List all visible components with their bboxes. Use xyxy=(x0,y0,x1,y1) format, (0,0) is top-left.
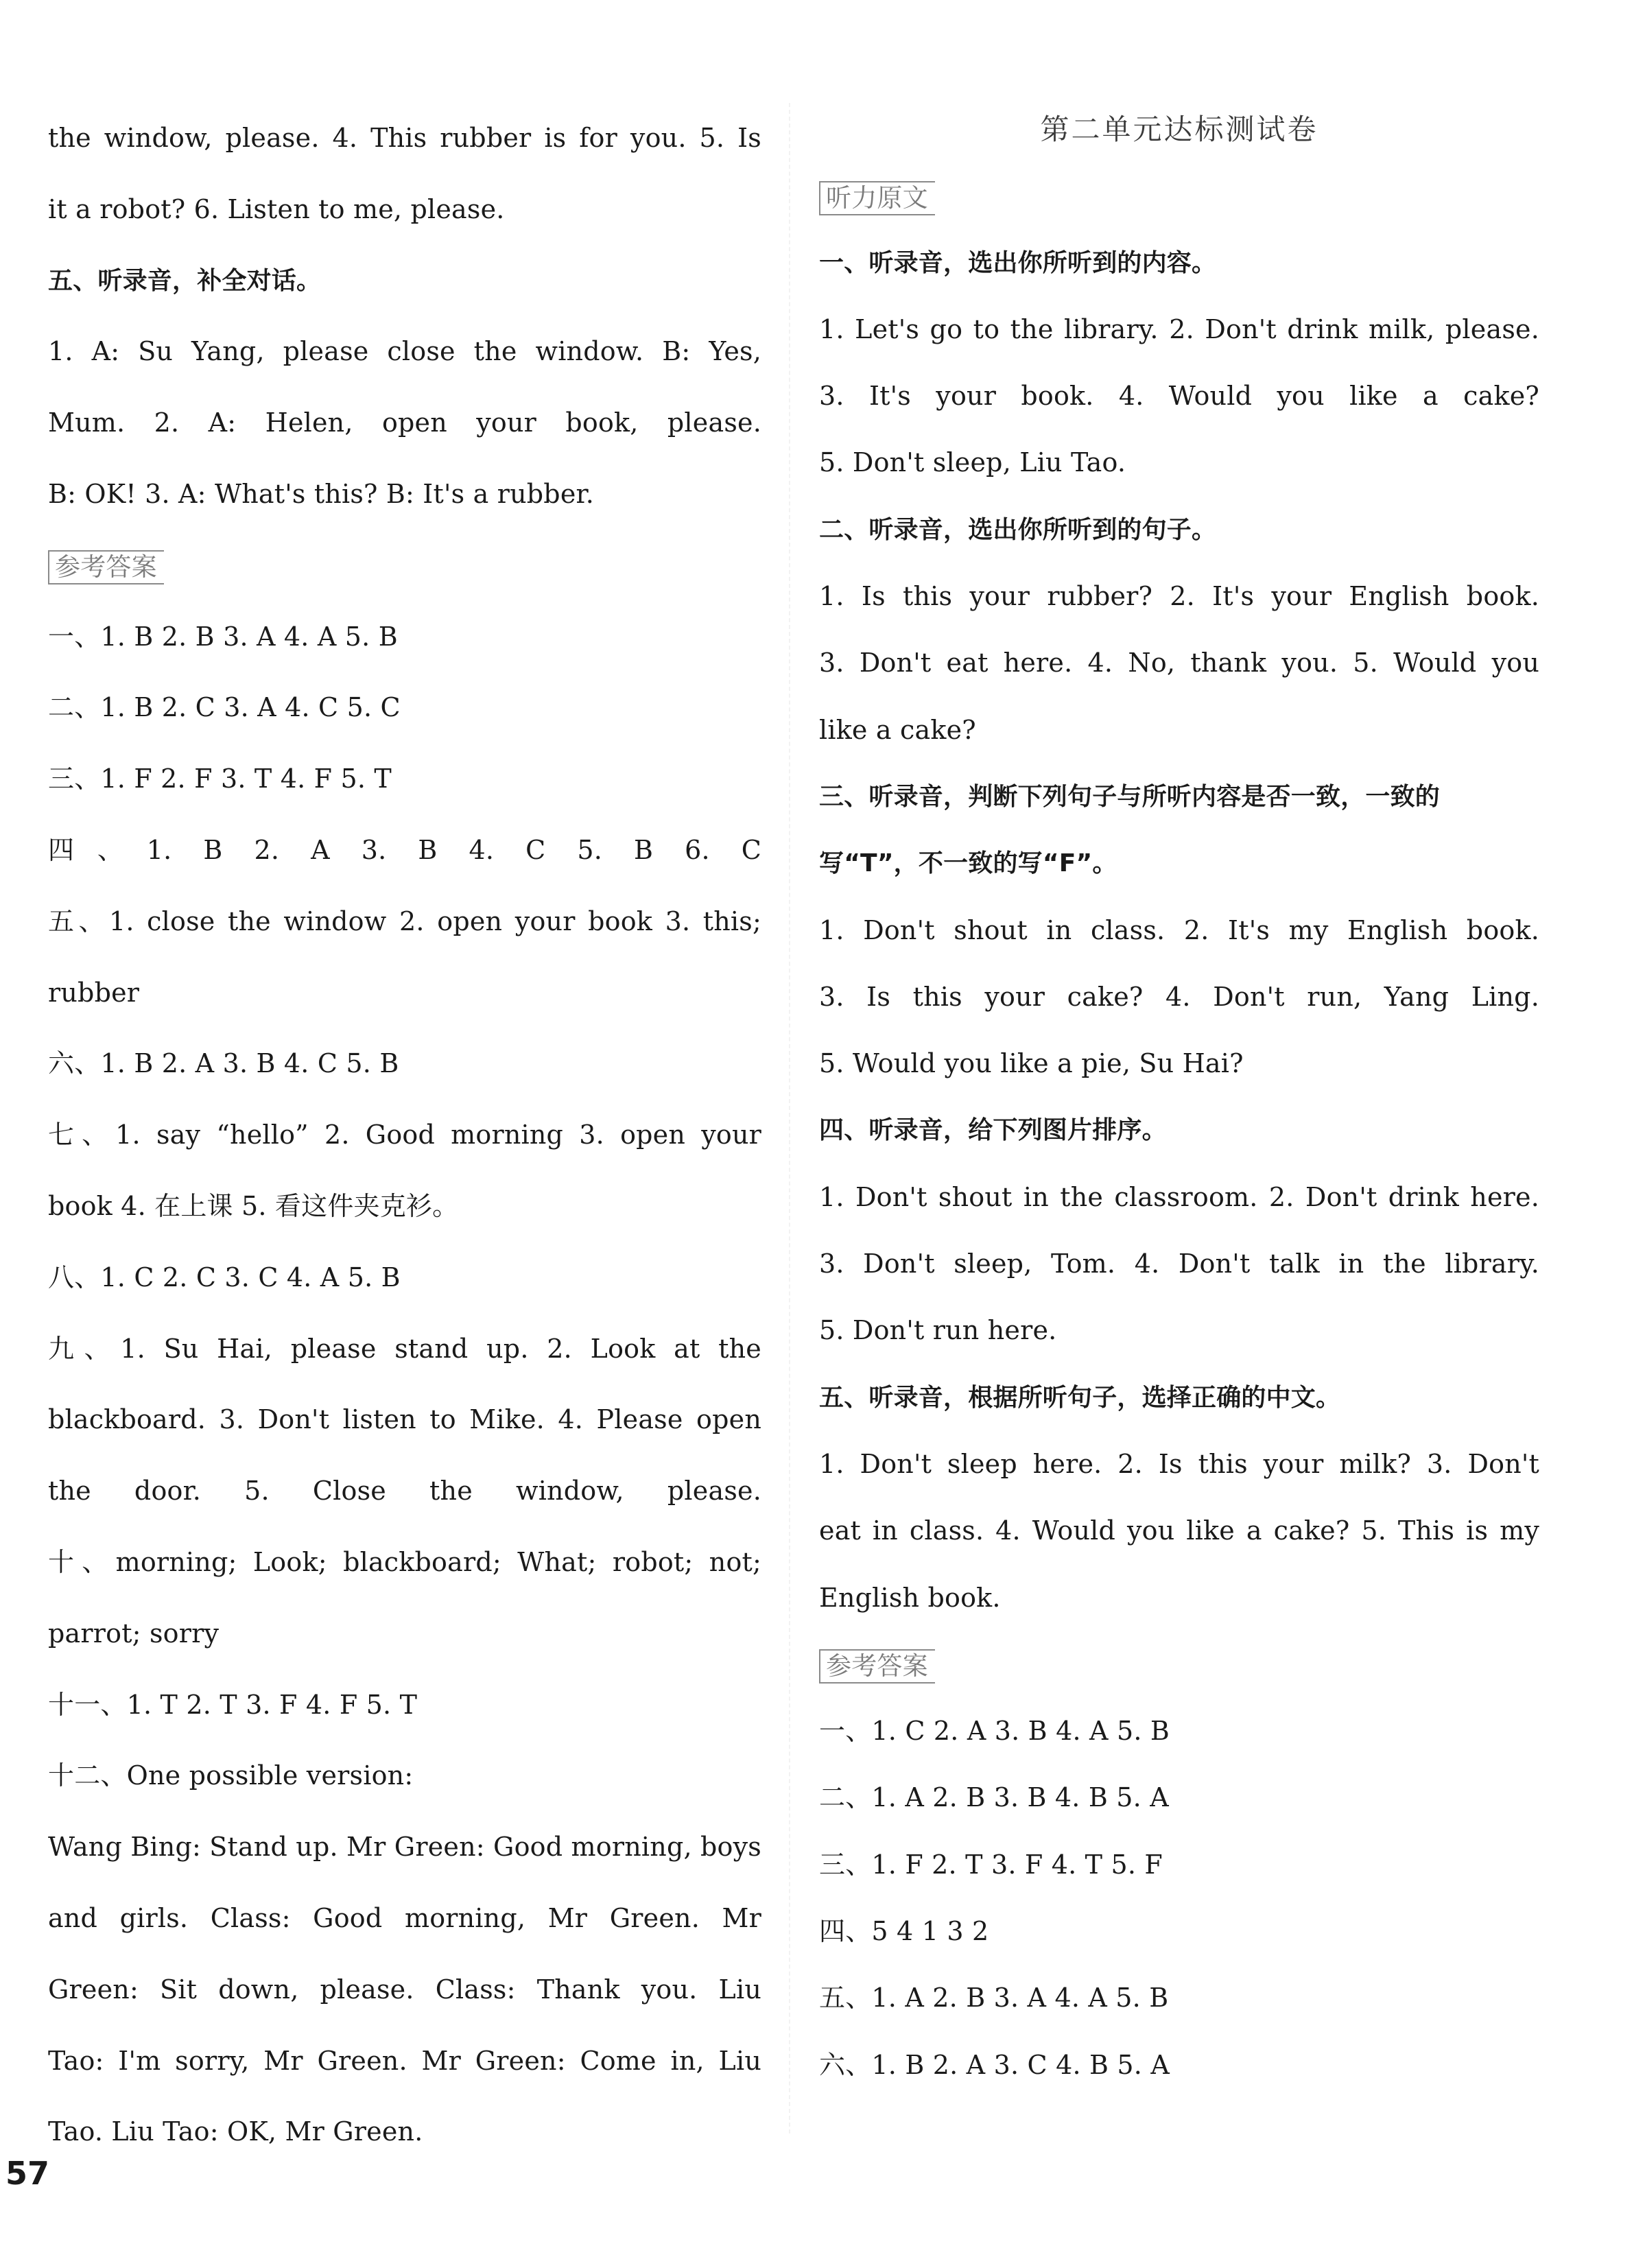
text-line: 三、1. F 2. F 3. T 4. F 5. T xyxy=(48,764,392,794)
section-heading: 三、听录音，判断下列句子与所听内容是否一致，一致的 xyxy=(819,782,1441,811)
text-line: 四、5 4 1 3 2 xyxy=(819,1916,989,1947)
answer-section-tag xyxy=(819,1631,1539,1698)
answer-section-tag xyxy=(48,530,761,602)
text-line: 八、1. C 2. C 3. C 4. A 5. B xyxy=(48,1262,401,1292)
text-line: 3. It's your book. 4. Would you like a cake? xyxy=(819,381,1539,412)
text-line: 二、1. B 2. C 3. A 4. C 5. C xyxy=(48,692,401,723)
text-line: like a cake? xyxy=(819,714,976,745)
text-line: 三、1. F 2. T 3. F 4. T 5. F xyxy=(819,1849,1163,1880)
text-line: 5. Don't sleep, Liu Tao. xyxy=(819,447,1126,478)
answer-section-tag xyxy=(819,163,1539,229)
text-line: 1. A: Su Yang, please close the window. B: Yes, xyxy=(48,336,761,367)
section-heading: 五、听录音，根据所听句子，选择正确的中文。 xyxy=(819,1383,1341,1412)
text-line: 十、morning; Look; blackboard; What; robot; not; xyxy=(48,1546,761,1577)
text-line: 五、1. close the window 2. open your book 3. this; xyxy=(48,906,761,936)
text-line: 3. Don't eat here. 4. No, thank you. 5. Would you xyxy=(819,648,1539,678)
tag-label: 参考答案 xyxy=(48,550,164,584)
text-line: book 4. 在上课 5. 看这件夹克衫。 xyxy=(48,1190,459,1221)
text-line: blackboard. 3. Don't listen to Mike. 4. Please open xyxy=(48,1404,761,1435)
text-line: it a robot? 6. Listen to me, please. xyxy=(48,193,505,224)
text-line: 3. Don't sleep, Tom. 4. Don't talk in the library. xyxy=(819,1249,1539,1279)
section-heading: 写“T”，不一致的写“F”。 xyxy=(819,849,1117,878)
text-line: parrot; sorry xyxy=(48,1618,220,1649)
text-line: 七、1. say “hello” 2. Good morning 3. open your xyxy=(48,1120,761,1150)
text-line: 六、1. B 2. A 3. B 4. C 5. B xyxy=(48,1048,399,1079)
text-line: 5. Don't run here. xyxy=(819,1315,1057,1346)
text-line: rubber xyxy=(48,977,140,1008)
text-line: B: OK! 3. A: What's this? B: It's a rubber. xyxy=(48,478,594,509)
text-line: 九、1. Su Hai, please stand up. 2. Look at the xyxy=(48,1333,761,1364)
text-line: 五、1. A 2. B 3. A 4. A 5. B xyxy=(819,1983,1169,2013)
text-line: Tao: I'm sorry, Mr Green. Mr Green: Come in, Liu xyxy=(48,2045,761,2076)
text-line: Mum. 2. A: Helen, open your book, please. xyxy=(48,407,761,438)
text-line: 十一、1. T 2. T 3. F 4. F 5. T xyxy=(48,1689,418,1720)
section-heading: 二、听录音，选出你所听到的句子。 xyxy=(819,515,1217,544)
text-line: 1. Let's go to the library. 2. Don't drink milk, please. xyxy=(819,314,1539,344)
unit-test-title: 第二单元达标测试卷 xyxy=(1040,113,1318,146)
text-line: Wang Bing: Stand up. Mr Green: Good morning, boys xyxy=(48,1832,761,1863)
text-line: the door. 5. Close the window, please. xyxy=(48,1476,761,1507)
section-heading: 一、听录音，选出你所听到的内容。 xyxy=(819,248,1217,277)
text-line: 十二、One possible version: xyxy=(48,1760,414,1791)
text-line: Green: Sit down, please. Class: Thank you. Liu xyxy=(48,1974,761,2005)
text-line: 1. Is this your rubber? 2. It's your English book. xyxy=(819,581,1539,612)
tag-label: 听力原文 xyxy=(819,181,935,215)
right-column xyxy=(819,96,1539,2099)
text-line: 六、1. B 2. A 3. C 4. B 5. A xyxy=(819,2049,1170,2080)
text-line: 四、1. B 2. A 3. B 4. C 5. B 6. C xyxy=(48,834,761,865)
page-number: 57 xyxy=(5,2155,50,2192)
section-heading: 五、听录音，补全对话。 xyxy=(48,266,322,295)
text-line: 1. Don't shout in the classroom. 2. Don't drink here. xyxy=(819,1181,1539,1212)
text-line: Tao. Liu Tao: OK, Mr Green. xyxy=(48,2116,423,2147)
text-line: English book. xyxy=(819,1582,1001,1613)
text-line: 5. Would you like a pie, Su Hai? xyxy=(819,1048,1244,1079)
text-line: 二、1. A 2. B 3. B 4. B 5. A xyxy=(819,1782,1169,1813)
text-line: 一、1. C 2. A 3. B 4. A 5. B xyxy=(819,1716,1170,1747)
text-line: 3. Is this your cake? 4. Don't run, Yang Ling. xyxy=(819,981,1539,1012)
tag-label: 参考答案 xyxy=(819,1649,935,1684)
text-line: 1. Don't sleep here. 2. Is this your milk? 3. Don't xyxy=(819,1448,1539,1479)
text-line: eat in class. 4. Would you like a cake? 5. This is my xyxy=(819,1515,1539,1546)
left-column xyxy=(48,103,761,2168)
text-line: 1. Don't shout in class. 2. It's my English book. xyxy=(819,914,1539,945)
text-line: 一、1. B 2. B 3. A 4. A 5. B xyxy=(48,621,398,652)
text-line: the window, please. 4. This rubber is for you. 5. Is xyxy=(48,123,761,153)
column-divider xyxy=(789,103,790,2134)
text-line: and girls. Class: Good morning, Mr Green. Mr xyxy=(48,1902,761,1933)
section-heading: 四、听录音，给下列图片排序。 xyxy=(819,1116,1167,1145)
